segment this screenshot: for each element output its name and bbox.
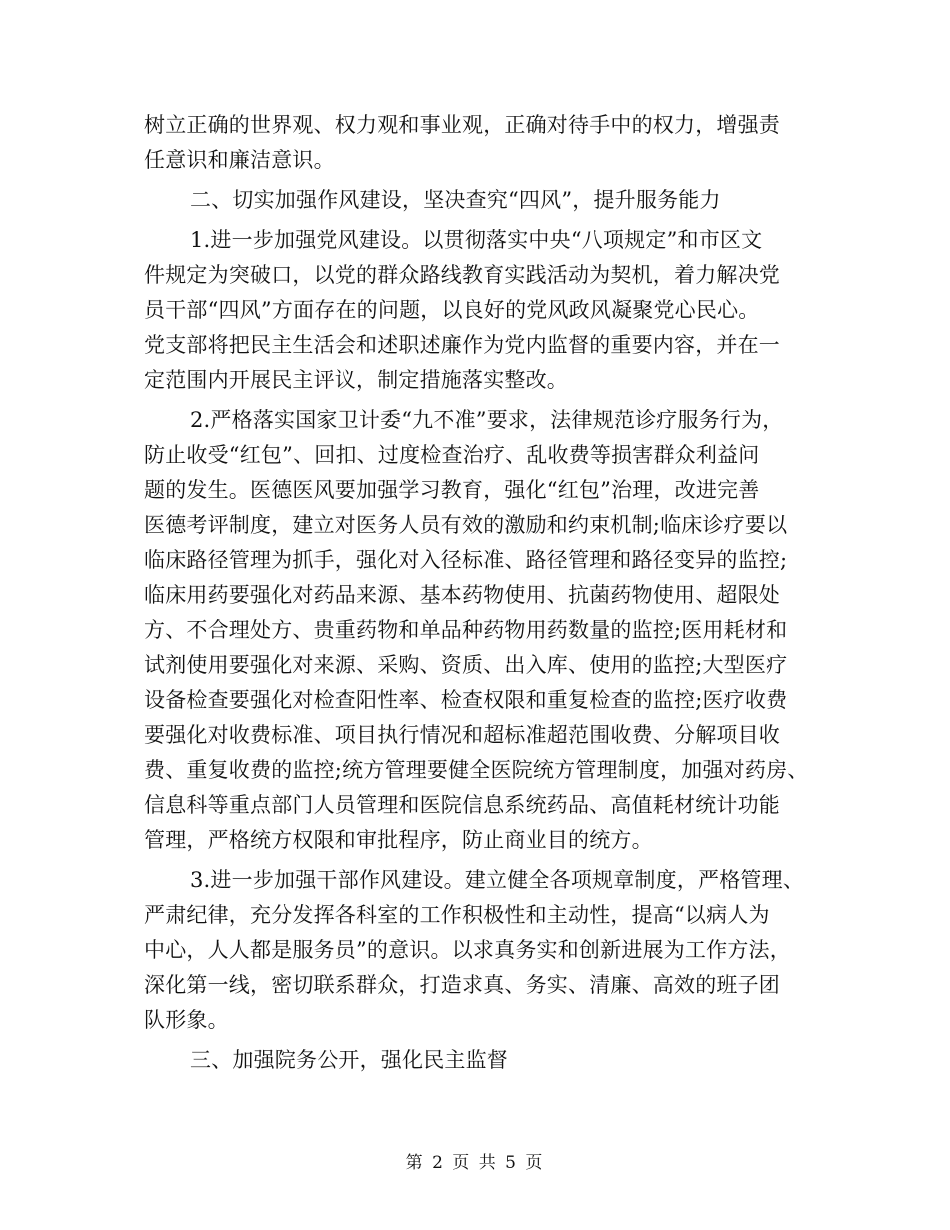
text-line: 1.进一步加强党风建设。以贯彻落实中央“八项规定”和市区文 <box>190 228 763 252</box>
text-line: 党支部将把民主生活会和述职述廉作为党内监督的重要内容，并在一 <box>144 333 780 357</box>
text-line: 防止收受“红包”、回扣、过度检查治疗、乱收费等损害群众利益问 <box>144 443 760 467</box>
text-line: 设备检查要强化对检查阳性率、检查权限和重复检查的监控;医疗收费 <box>144 688 788 712</box>
text-line: 深化第一线，密切联系群众，打造求真、务实、清廉、高效的班子团 <box>144 973 780 997</box>
text-line: 要强化对收费标准、项目执行情况和超标准超范围收费、分解项目收 <box>144 723 780 747</box>
text-line: 严肃纪律，充分发挥各科室的工作积极性和主动性，提高“以病人为 <box>144 903 770 927</box>
text-line: 临床用药要强化对药品来源、基本药物使用、抗菌药物使用、超限处 <box>144 583 780 607</box>
text-line: 信息科等重点部门人员管理和医院信息系统药品、高值耗材统计功能 <box>144 793 780 817</box>
text-line: 题的发生。医德医风要加强学习教育，强化“红包”治理，改进完善 <box>144 478 760 502</box>
section-heading: 三、加强院务公开，强化民主监督 <box>190 1048 508 1072</box>
text-line: 员干部“四风”方面存在的问题，以良好的党风政风凝聚党心民心。 <box>144 298 760 322</box>
text-line: 件规定为突破口，以党的群众路线教育实践活动为契机，着力解决党 <box>144 263 780 287</box>
text-line: 临床路径管理为抓手，强化对入径标准、路径管理和路径变异的监控; <box>144 548 788 572</box>
text-line: 2.严格落实国家卫计委“九不准”要求，法律规范诊疗服务行为， <box>190 408 784 432</box>
text-line: 定范围内开展民主评议，制定措施落实整改。 <box>144 368 568 392</box>
text-line: 中心，人人都是服务员”的意识。以求真务实和创新进展为工作方法， <box>144 938 791 962</box>
text-line: 费、重复收费的监控;统方管理要健全医院统方管理制度，加强对药房、 <box>144 758 809 782</box>
text-line: 医德考评制度，建立对医务人员有效的激励和约束机制;临床诊疗要以 <box>144 513 788 537</box>
text-line: 3.进一步加强干部作风建设。建立健全各项规章制度，严格管理、 <box>190 868 805 892</box>
text-line: 树立正确的世界观、权力观和事业观，正确对待手中的权力，增强责 <box>144 113 780 137</box>
section-heading: 二、切实加强作风建设，坚决查究“四风”，提升服务能力 <box>190 188 721 212</box>
text-line: 队形象。 <box>144 1008 229 1032</box>
page-number-footer: 第 2 页 共 5 页 <box>405 1153 545 1173</box>
text-line: 方、不合理处方、贵重药物和单品种药物用药数量的监控;医用耗材和 <box>144 618 788 642</box>
text-line: 试剂使用要强化对来源、采购、资质、出入库、使用的监控;大型医疗 <box>144 653 788 677</box>
text-line: 任意识和廉洁意识。 <box>144 148 335 172</box>
text-line: 管理，严格统方权限和审批程序，防止商业目的统方。 <box>144 828 653 852</box>
